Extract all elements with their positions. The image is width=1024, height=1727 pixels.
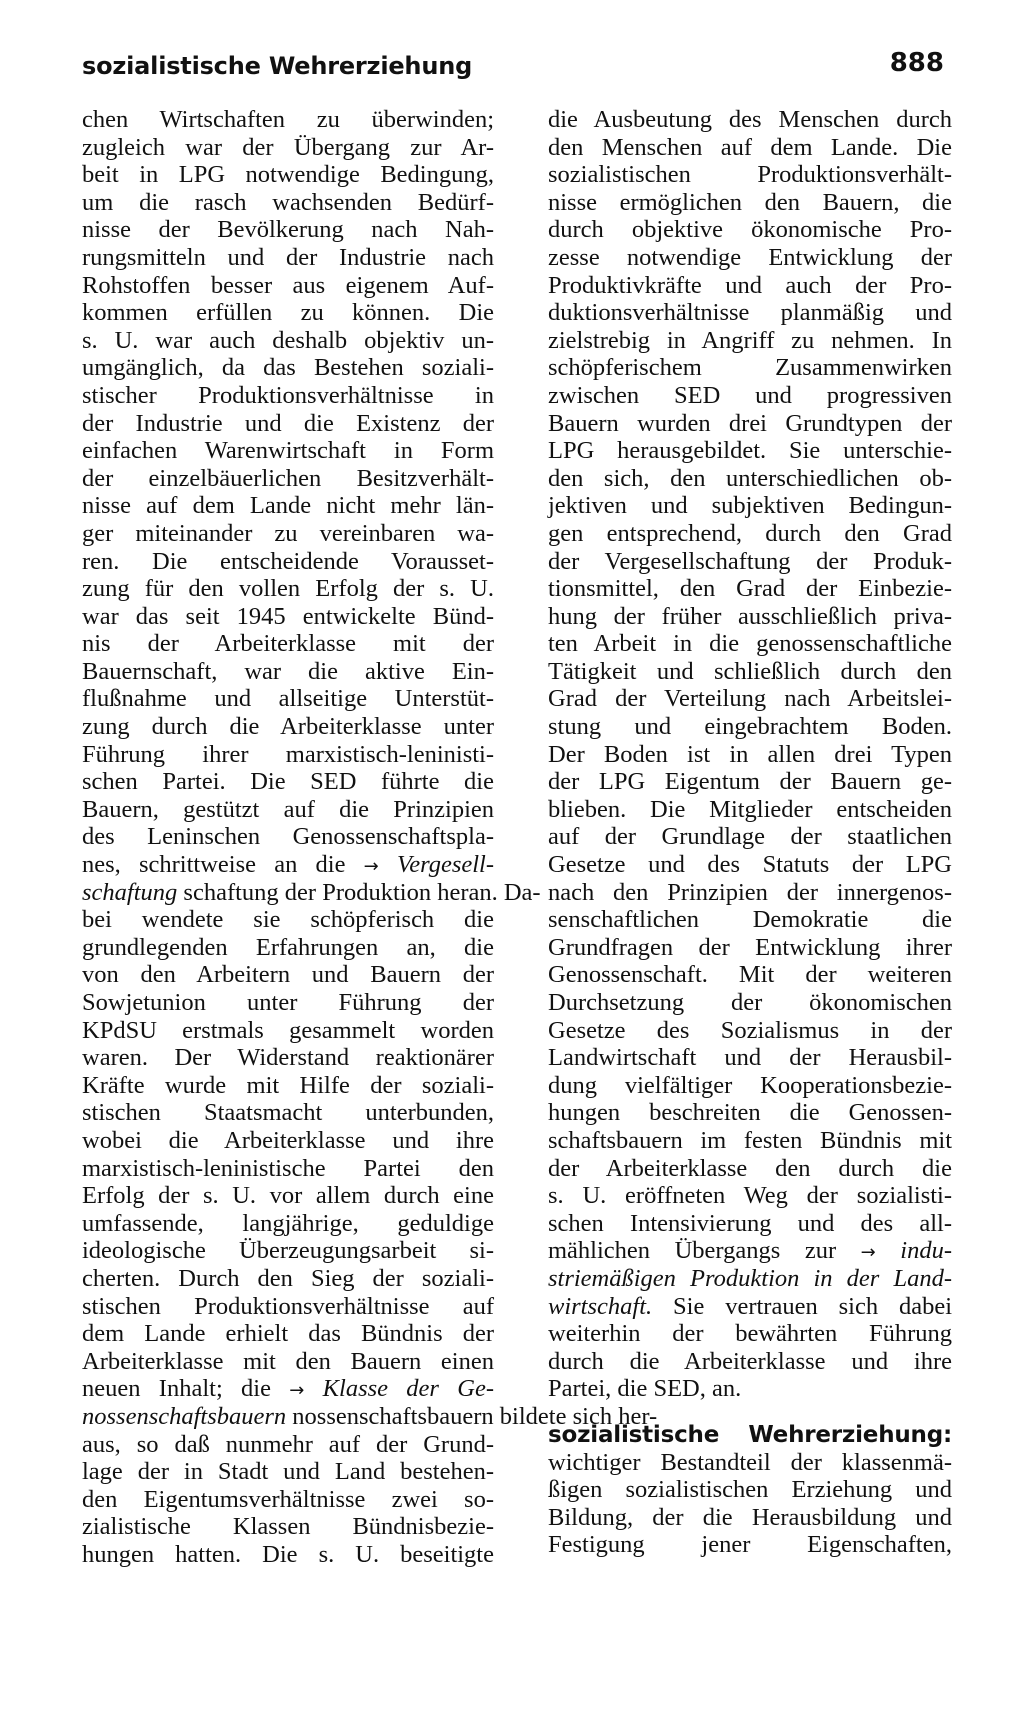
text-line: Kräfte wurde mit Hilfe der soziali- — [82, 1071, 494, 1099]
text-line: hung der früher ausschließlich priva- — [548, 602, 952, 630]
text-line: ideologische Überzeugungsarbeit si- — [82, 1237, 494, 1265]
text-line: zung für den vollen Erfolg der s. U. — [82, 575, 494, 603]
text-line: um die rasch wachsenden Bedürf- — [82, 188, 494, 216]
text-line: zielstrebig in Angriff zu nehmen. In — [548, 326, 952, 354]
text-fragment: neuen Inhalt; die — [82, 1375, 271, 1403]
text-line: blieben. Die Mitglieder entscheiden — [548, 795, 952, 823]
text-line: Bauernschaft, war die aktive Ein- — [82, 657, 494, 685]
text-line: kommen erfüllen zu können. Die — [82, 299, 494, 327]
text-line: der Industrie und die Existenz der — [82, 409, 494, 437]
text-line: Bildung, der die Herausbildung und — [548, 1503, 952, 1531]
text-line: waren. Der Widerstand reaktionärer — [82, 1044, 494, 1072]
text-line: nis der Arbeiterklasse mit der — [82, 630, 494, 658]
text-line: duktionsverhältnisse planmäßig und — [548, 299, 952, 327]
text-line: war das seit 1945 entwickelte Bünd- — [82, 602, 494, 630]
running-head: sozialistische Wehrerziehung — [82, 52, 473, 80]
text-line: gen entsprechend, durch den Grad — [548, 519, 952, 547]
text-line: lage der in Stadt und Land bestehen- — [82, 1458, 494, 1486]
text-line: Landwirtschaft und der Herausbil- — [548, 1044, 952, 1072]
text-line: Grad der Verteilung nach Arbeitslei- — [548, 685, 952, 713]
text-line: den Eigentumsverhältnisse zwei so- — [82, 1485, 494, 1513]
text-line: Sowjetunion unter Führung der — [82, 989, 494, 1016]
text-line: cherten. Durch den Sieg der soziali- — [82, 1264, 494, 1292]
text-line: der einzelbäuerlichen Besitzverhält- — [82, 464, 494, 492]
text-line: aus, so daß nunmehr auf der Grund- — [82, 1430, 494, 1458]
text-line: von den Arbeitern und Bauern der — [82, 961, 494, 989]
text-line: stischen Staatsmacht unterbunden, — [82, 1099, 494, 1127]
text-line: Grundfragen der Entwicklung ihrer — [548, 933, 952, 961]
text-line-with-xref — [82, 878, 541, 907]
text-line: nisse auf dem Lande nicht mehr län- — [82, 492, 494, 520]
text-line: Partei, die SED, an. — [548, 1375, 742, 1403]
text-line: nisse ermöglichen den Bauern, die — [548, 188, 952, 216]
text-line: wichtiger Bestandteil der klassenmä- — [548, 1448, 952, 1476]
text-line: hungen hatten. Die s. U. beseitigte — [82, 1540, 494, 1568]
text-fragment: nossenschaftsbauern bildete sich her- — [292, 1402, 658, 1430]
cross-reference-link[interactable]: schaftung — [82, 878, 178, 906]
text-line: die Ausbeutung des Menschen durch — [548, 106, 952, 133]
text-line: KPdSU erstmals gesammelt worden — [82, 1016, 494, 1044]
text-fragment: Sie vertrauen sich dabei — [673, 1292, 953, 1320]
text-line: marxistisch-leninistische Partei den — [82, 1154, 494, 1182]
text-line: beit in LPG notwendige Bedingung, — [82, 161, 494, 189]
text-line: stischer Produktionsverhältnisse in — [82, 381, 494, 409]
text-line: jektiven und subjektiven Bedingun- — [548, 492, 952, 520]
text-line: umgänglich, da das Bestehen soziali- — [82, 354, 494, 382]
text-line-with-xref — [548, 1237, 952, 1265]
text-line: schöpferischem Zusammenwirken — [548, 354, 952, 382]
cross-reference-link[interactable]: Vergesell- — [396, 851, 495, 879]
text-line: tionsmittel, den Grad der Einbezie- — [548, 575, 952, 603]
right-column — [548, 106, 952, 1559]
text-line: umfassende, langjährige, geduldige — [82, 1209, 494, 1237]
text-line: Führung ihrer marxistisch-leninisti- — [82, 740, 494, 768]
text-line: chen Wirtschaften zu überwinden; — [82, 106, 494, 133]
page-header — [82, 48, 944, 88]
text-line: grundlegenden Erfahrungen an, die — [82, 933, 494, 961]
text-line: dung vielfältiger Kooperationsbezie- — [548, 1071, 952, 1099]
text-line: nach den Prinzipien der innergenos- — [548, 878, 952, 906]
text-line: zialistische Klassen Bündnisbezie- — [82, 1513, 494, 1541]
text-fragment: schaftung der Produktion heran. Da- — [183, 878, 541, 906]
text-line: einfachen Warenwirtschaft in Form — [82, 437, 494, 465]
text-line: rungsmitteln und der Industrie nach — [82, 243, 494, 271]
text-line: Erfolg der s. U. vor allem durch eine — [82, 1182, 494, 1210]
entry-headword — [548, 1421, 952, 1449]
text-line: Durchsetzung der ökonomischen — [548, 989, 952, 1016]
cross-reference-arrow-icon: → — [860, 1242, 876, 1264]
text-line-with-xref — [548, 1293, 952, 1321]
text-line: der Vergesellschaftung der Produk- — [548, 547, 952, 575]
text-line: flußnahme und allseitige Unterstüt- — [82, 685, 494, 713]
text-line: den sich, den unterschiedlichen ob- — [548, 464, 952, 492]
text-line: Tätigkeit und schließlich durch den — [548, 657, 952, 685]
headword: sozialistische Wehrerziehung: — [548, 1421, 952, 1448]
text-line: der Arbeiterklasse den durch die — [548, 1154, 952, 1182]
text-line: s. U. war auch deshalb objektiv un- — [82, 326, 494, 354]
cross-reference-link[interactable]: striemäßigen Produktion in der Land- — [548, 1264, 952, 1292]
text-line: Arbeiterklasse mit den Bauern einen — [82, 1347, 494, 1375]
text-line: Der Boden ist in allen drei Typen — [548, 740, 952, 768]
text-line: ger miteinander zu vereinbaren wa- — [82, 519, 494, 547]
text-line: Genossenschaft. Mit der weiteren — [548, 961, 952, 989]
text-line: schen Partei. Die SED führte die — [82, 768, 494, 796]
text-fragment: mählichen Übergangs zur — [548, 1237, 837, 1265]
text-line: zugleich war der Übergang zur Ar- — [82, 133, 494, 161]
text-line: Gesetze des Sozialismus in der — [548, 1016, 952, 1044]
text-line: dem Lande erhielt das Bündnis der — [82, 1320, 494, 1348]
text-line: hungen beschreiten die Genossen- — [548, 1099, 952, 1127]
text-line: Produktivkräfte und auch der Pro- — [548, 271, 952, 299]
text-line: weiterhin der bewährten Führung — [548, 1320, 952, 1348]
text-line: durch die Arbeiterklasse und ihre — [548, 1347, 952, 1375]
text-line: der LPG Eigentum der Bauern ge- — [548, 768, 952, 796]
text-line: durch objektive ökonomische Pro- — [548, 216, 952, 244]
text-line: stung und eingebrachtem Boden. — [548, 713, 952, 741]
entry-separator — [548, 1403, 952, 1421]
text-line: nisse der Bevölkerung nach Nah- — [82, 216, 494, 244]
text-fragment: nes, schrittweise an die — [82, 851, 346, 879]
text-line: Rohstoffen besser aus eigenem Auf- — [82, 271, 494, 299]
text-line: ßigen sozialistischen Erziehung und — [548, 1476, 952, 1504]
cross-reference-link[interactable]: indu- — [900, 1237, 953, 1265]
page-number: 888 — [889, 48, 944, 78]
text-line-with-xref — [82, 1402, 658, 1431]
text-line: LPG herausgebildet. Sie unterschie- — [548, 437, 952, 465]
text-line: zesse notwendige Entwicklung der — [548, 243, 952, 271]
text-line: zwischen SED und progressiven — [548, 381, 952, 409]
text-line: bei wendete sie schöpferisch die — [82, 906, 494, 934]
text-line: Bauern, gestützt auf die Prinzipien — [82, 795, 494, 823]
text-line-with-xref — [82, 1375, 494, 1403]
cross-reference-arrow-icon: → — [363, 856, 379, 878]
text-line: auf der Grundlage der staatlichen — [548, 823, 952, 851]
text-line: sozialistischen Produktionsverhält- — [548, 161, 952, 189]
text-line: ren. Die entscheidende Vorausset- — [82, 547, 494, 575]
text-line: wobei die Arbeiterklasse und ihre — [82, 1126, 494, 1154]
text-line: des Leninschen Genossenschaftspla- — [82, 823, 494, 851]
text-line: schaftsbauern im festen Bündnis mit — [548, 1126, 952, 1154]
text-line: Gesetze und des Statuts der LPG — [548, 851, 952, 879]
text-line-with-xref — [548, 1265, 952, 1293]
text-line: den Menschen auf dem Lande. Die — [548, 133, 952, 161]
text-line: stischen Produktionsverhältnisse auf — [82, 1292, 494, 1320]
cross-reference-link[interactable]: nossenschaftsbauern — [82, 1402, 287, 1430]
text-line: zung durch die Arbeiterklasse unter — [82, 713, 494, 741]
cross-reference-arrow-icon: → — [289, 1380, 305, 1402]
text-line: schen Intensivierung und des all- — [548, 1209, 952, 1237]
text-line: Festigung jener Eigenschaften, — [548, 1531, 952, 1559]
cross-reference-link[interactable]: wirtschaft. — [548, 1292, 653, 1320]
text-line-with-xref — [82, 851, 494, 879]
text-line: ten Arbeit in die genossenschaftliche — [548, 630, 952, 658]
text-line: Bauern wurden drei Grundtypen der — [548, 409, 952, 437]
text-line: senschaftlichen Demokratie die — [548, 906, 952, 934]
text-line: s. U. eröffneten Weg der sozialisti- — [548, 1182, 952, 1210]
cross-reference-link[interactable]: Klasse der Ge- — [322, 1375, 494, 1403]
